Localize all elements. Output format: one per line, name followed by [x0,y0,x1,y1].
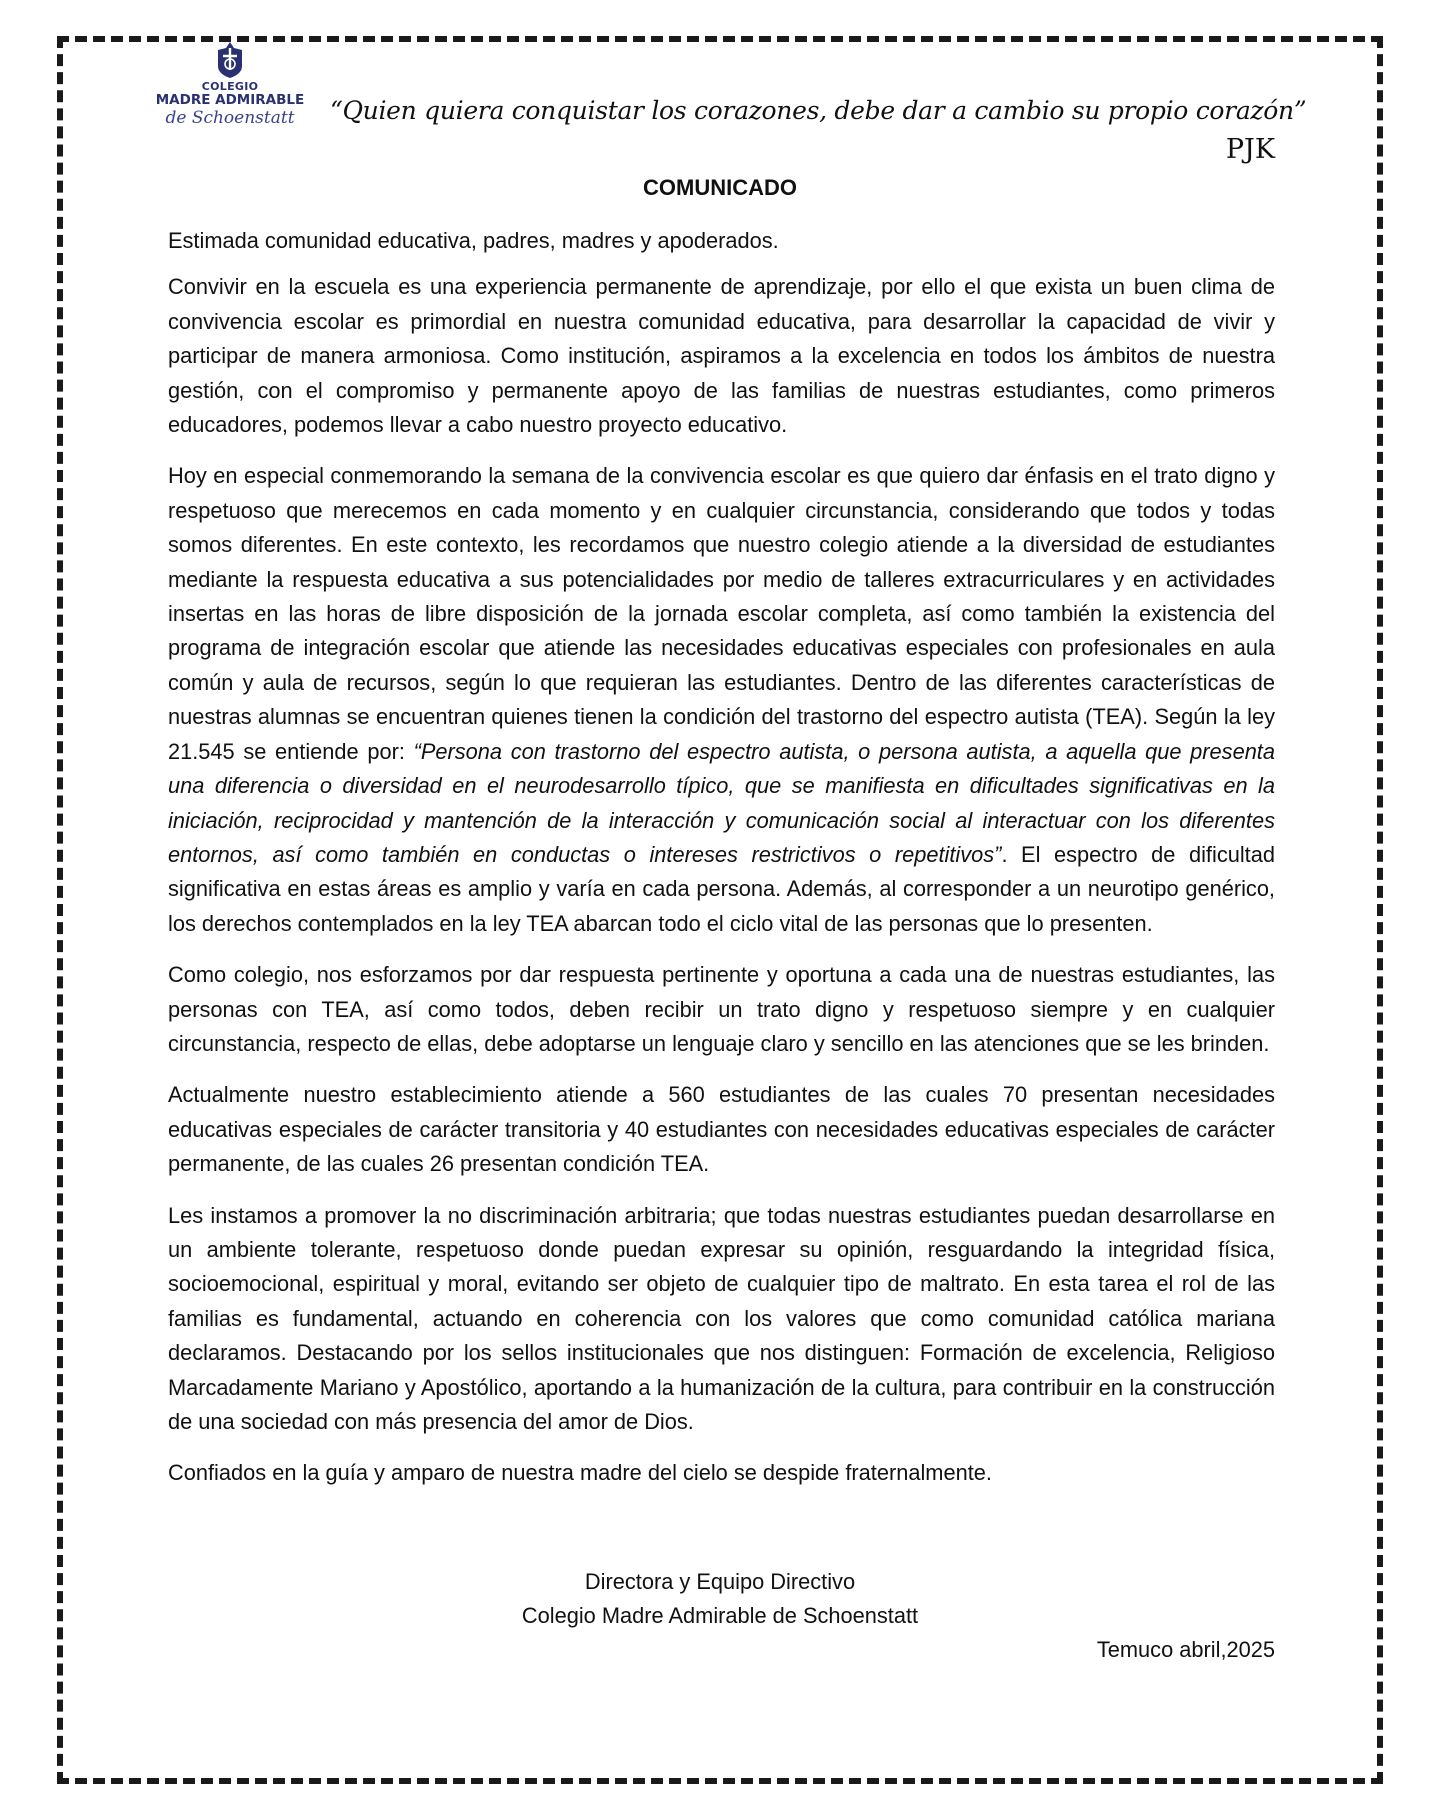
paragraph-1: Convivir en la escuela es una experiencia permanente de aprendizaje, por ello el que exista un buen clima de convivencia escolar es primordial en nuestra comunidad educativa, para desarrollar la capacidad de vivir y participar de manera armoniosa. Como institución, aspiramos a la excelencia en todos los ámbitos de nuestra gestión, con el compromiso y permanente apoyo de las familias de nuestras estudiantes, como primeros educadores, podemos llevar a cabo nuestro proyecto educativo. [168,274,1275,438]
quote-author: PJK [1225,134,1275,165]
paragraph-2-intro: Hoy en especial conmemorando la semana de la convivencia escolar es que quiero dar énfasis en el trato digno y respetuoso que merecemos en cada momento y en cualquier circunstancia, considerando que todos y todas somos diferentes. En este contexto, les recordamos que nuestro colegio atiende a la diversidad de estudiantes mediante la respuesta educativa a sus potencialidades por medio de talleres extracurriculares y en actividades insertas en las horas de libre disposición de la jornada escolar completa, así como también la existencia del programa de integración escolar que atiende las necesidades educativas especiales con profesionales en aula común y aula de recursos, según lo que requieran las estudiantes. Dentro de las diferentes características de nuestras alumnas se encuentran quienes tienen la condición del trastorno del espectro autista (TEA). Según la ley 21.545 se entiende por: [168,463,1275,764]
document-date: Temuco abril,2025 [1096,1637,1275,1662]
signature-title: Directora y Equipo Directivo [584,1569,856,1594]
logo-text-schoenstatt: de Schoenstatt [165,108,295,128]
law-quote: “Persona con trastorno del espectro autista, o persona autista, a aquella que presenta una diferencia o diversidad en el neurodesarrollo típico, que se manifiesta en dificultades significativas en la iniciación, reciprocidad y mantención de la interacción y comunicación social al interactuar con los diferentes entornos, así como también en conductas o intereses restrictivos o repetitivos” [168,738,1275,867]
paragraph-2-end: . El espectro de dificultad significativa en estas áreas es amplio y varía en cada persona. Además, al corresponder a un neurotipo genérico, los derechos contemplados en la ley TEA abarcan todo el ciclo vital de las personas que lo presenten. [168,841,1275,936]
letter-body [168,224,1275,1508]
paragraph-5: Les instamos a promover la no discriminación arbitraria; que todas nuestras estudiantes puedan desarrollarse en un ambiente tolerante, respetuoso donde puedan expresar su opinión, resguardando la integridad física, socioemocional, espiritual y moral, evitando ser objeto de cualquier tipo de maltrato. En esta tarea el rol de las familias es fundamental, actuando en coherencia con los valores que como comunidad católica mariana declaramos. Destacando por los sellos institucionales que nos distinguen: Formación de excelencia, Religioso Marcadamente Mariano y Apostólico, aportando a la humanización de la cultura, para contribuir en la construcción de una sociedad con más presencia del amor de Dios. [168,1202,1275,1434]
school-logo [150,40,310,152]
header-quote: “Quien quiera conquistar los corazones, debe dar a cambio su propio corazón” [330,96,1307,125]
paragraph-3: Como colegio, nos esforzamos por dar respuesta pertinente y oportuna a cada una de nuestras estudiantes, las personas con TEA, así como todos, deben recibir un trato digno y respetuoso siempre y en cualquier circunstancia, respecto de ellas, debe adoptarse un lenguaje claro y sencillo en las atenciones que se les brinden. [168,962,1275,1056]
greeting: Estimada comunidad educativa, padres, madres y apoderados. [168,228,779,253]
document-title: COMUNICADO [643,175,797,200]
logo-text-school-name: MADRE ADMIRABLE [155,92,305,108]
paragraph-2 [168,459,1275,941]
logo-text-colegio: COLEGIO [201,80,259,93]
signature-school: Colegio Madre Admirable de Schoenstatt [521,1603,919,1628]
closing-line: Confiados en la guía y amparo de nuestra madre del cielo se despide fraternalmente. [168,1460,992,1486]
paragraph-4: Actualmente nuestro establecimiento atiende a 560 estudiantes de las cuales 70 presentan necesidades educativas especiales de carácter transitoria y 40 estudiantes con necesidades educativas especiales de carácter permanente, de las cuales 26 presentan condición TEA. [168,1082,1275,1177]
crest-icon [214,40,246,80]
